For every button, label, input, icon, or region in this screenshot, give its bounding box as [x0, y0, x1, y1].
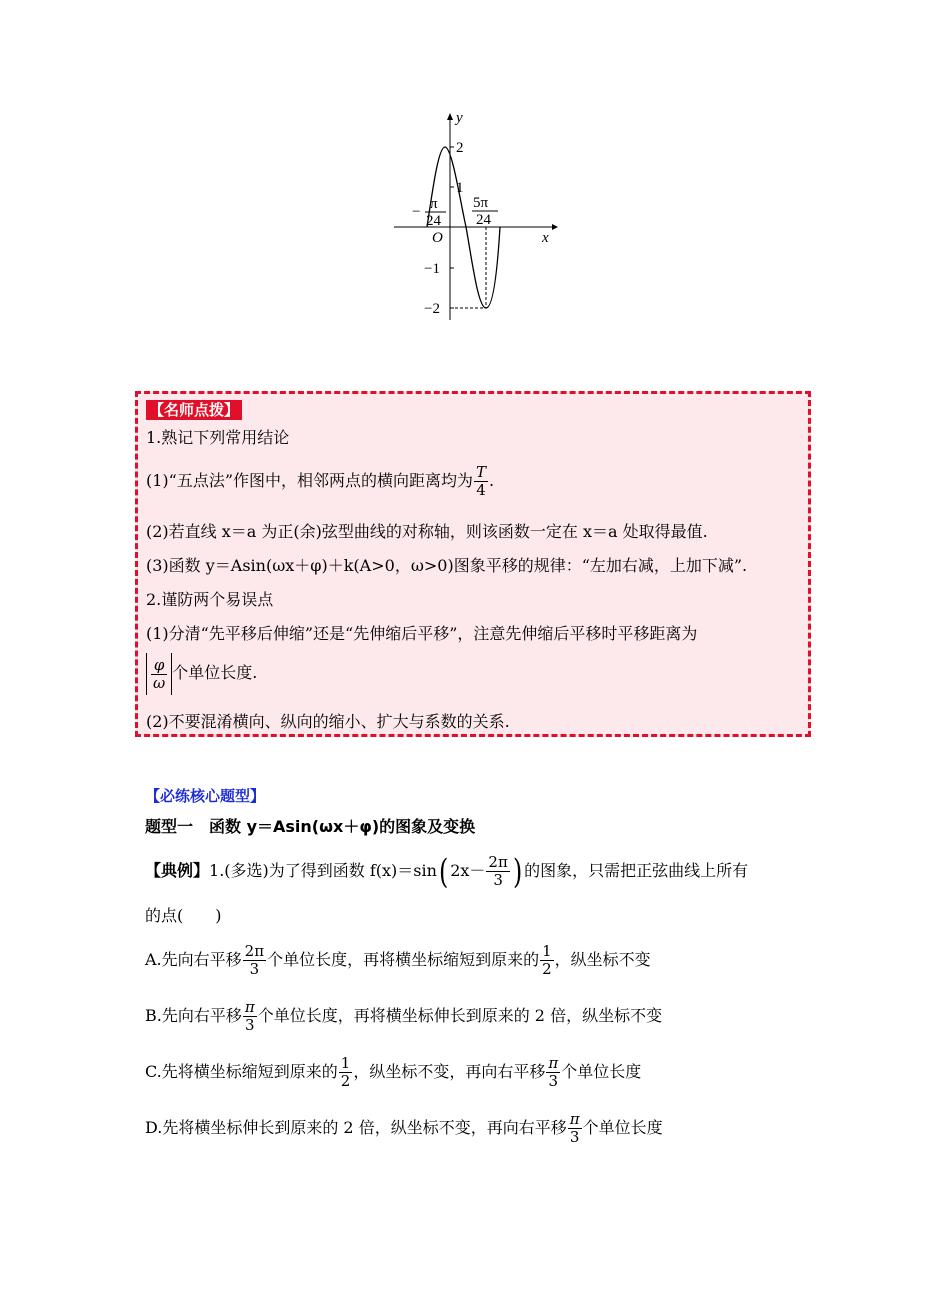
stem-prefix: 1.(多选)为了得到函数 f(x)＝sin — [209, 861, 437, 880]
question-stem-line2: 的点( ) — [145, 906, 222, 925]
option-c-suffix: 个单位长度 — [561, 1062, 642, 1081]
frac-num: π — [244, 998, 255, 1016]
abs-fraction-phi-omega — [146, 653, 172, 695]
y-label-1: 1 — [456, 180, 464, 196]
right-paren: ) — [512, 851, 523, 892]
question-stem — [145, 846, 748, 896]
x-label-right-den: 24 — [476, 212, 491, 228]
tips-item-2-1-suffix: 个单位长度. — [172, 663, 258, 682]
x-label-left-num: π — [430, 196, 438, 212]
frac-num: 1 — [340, 1054, 351, 1072]
option-c — [145, 1052, 641, 1092]
option-d — [145, 1108, 663, 1148]
fraction — [568, 1111, 582, 1146]
tips-title: 【名师点拨】 — [146, 400, 242, 420]
frac-den: 4 — [476, 481, 486, 499]
y-axis-label: y — [456, 110, 463, 126]
sine-graph — [380, 110, 570, 325]
tips-item-2-1-continued — [146, 652, 257, 695]
frac-den: 3 — [245, 1016, 255, 1034]
frac-num: 2π — [488, 853, 508, 871]
frac-den: 3 — [493, 871, 503, 889]
stem-inner-prefix: 2x－ — [450, 861, 486, 880]
tips-item-2-2: (2)不要混淆横向、纵向的缩小、扩大与系数的关系. — [146, 712, 510, 731]
option-b — [145, 996, 662, 1036]
y-label-neg2: −2 — [424, 301, 440, 317]
frac-num: π — [548, 1054, 559, 1072]
option-a-suffix: ，纵坐标不变 — [554, 950, 651, 969]
frac-num: 1 — [542, 942, 552, 960]
option-a-mid: 个单位长度，再将横坐标缩短到原来的 — [267, 950, 540, 969]
stem-suffix: 的图象，只需把正弦曲线上所有 — [524, 861, 749, 880]
x-axis-label: x — [542, 230, 549, 246]
frac-num: T — [476, 463, 487, 481]
y-label-neg1: −1 — [424, 261, 440, 277]
y-axis-arrow — [447, 113, 453, 120]
x-axis-arrow — [552, 224, 558, 230]
tips-item-1-2: (2)若直线 x＝a 为正(余)弦型曲线的对称轴，则该函数一定在 x＝a 处取得最值. — [146, 522, 708, 541]
tips-item-1-1 — [146, 462, 494, 500]
y-label-2: 2 — [456, 140, 464, 156]
option-b-suffix: 个单位长度，再将横坐标伸长到原来的 2 倍，纵坐标不变 — [257, 1006, 663, 1025]
fraction — [339, 1055, 353, 1090]
frac-den: 2 — [542, 960, 552, 978]
tips-item-1-1-text: (1)“五点法”作图中，相邻两点的横向距离均为 — [146, 471, 474, 490]
tips-item-2-1: (1)分清“先平移后伸缩”还是“先伸缩后平移”，注意先伸缩后平移时平移距离为 — [146, 624, 698, 643]
teacher-tips-box — [135, 391, 811, 737]
tips-item-1-1-suffix: . — [489, 471, 495, 490]
frac-den: 3 — [249, 960, 260, 978]
x-label-left-sign: − — [412, 204, 421, 220]
fraction — [243, 999, 257, 1034]
example-label: 【典例】 — [145, 861, 210, 880]
frac-num: π — [569, 1110, 580, 1128]
fraction — [546, 1055, 560, 1090]
frac-den: 3 — [548, 1072, 559, 1090]
fraction-t-over-4 — [474, 464, 488, 499]
fraction — [243, 943, 266, 978]
fraction-2pi-over-3 — [486, 854, 509, 889]
x-label-left-den: 24 — [426, 213, 441, 229]
option-c-mid: ，纵坐标不变，再向右平移 — [353, 1062, 546, 1081]
left-paren: ( — [438, 851, 449, 892]
frac-num: φ — [151, 657, 167, 675]
frac-den: 2 — [340, 1072, 351, 1090]
option-b-prefix: B.先向右平移 — [145, 1006, 242, 1025]
option-c-prefix: C.先将横坐标缩短到原来的 — [145, 1062, 338, 1081]
frac-den: ω — [153, 673, 166, 692]
x-label-right-num: 5π — [473, 195, 489, 211]
fraction — [540, 943, 554, 978]
option-d-prefix: D.先将横坐标伸长到原来的 2 倍，纵坐标不变，再向右平移 — [145, 1118, 567, 1137]
frac-den: 3 — [569, 1128, 580, 1146]
tips-item-2: 2.谨防两个易误点 — [146, 590, 274, 609]
option-d-suffix: 个单位长度 — [582, 1118, 663, 1137]
origin-label: O — [432, 230, 443, 246]
tips-item-1-3: (3)函数 y＝Asin(ωx＋φ)＋k(A>0，ω>0)图象平移的规律：“左加右减，上加下减”. — [146, 556, 748, 575]
question-type-heading: 题型一 函数 y＝Asin(ωx＋φ)的图象及变换 — [145, 817, 476, 836]
frac-num: 2π — [244, 942, 265, 960]
option-a-prefix: A.先向右平移 — [145, 950, 242, 969]
option-a — [145, 940, 651, 980]
tips-item-1: 1.熟记下列常用结论 — [146, 428, 290, 447]
section-title: 【必练核心题型】 — [145, 787, 266, 805]
